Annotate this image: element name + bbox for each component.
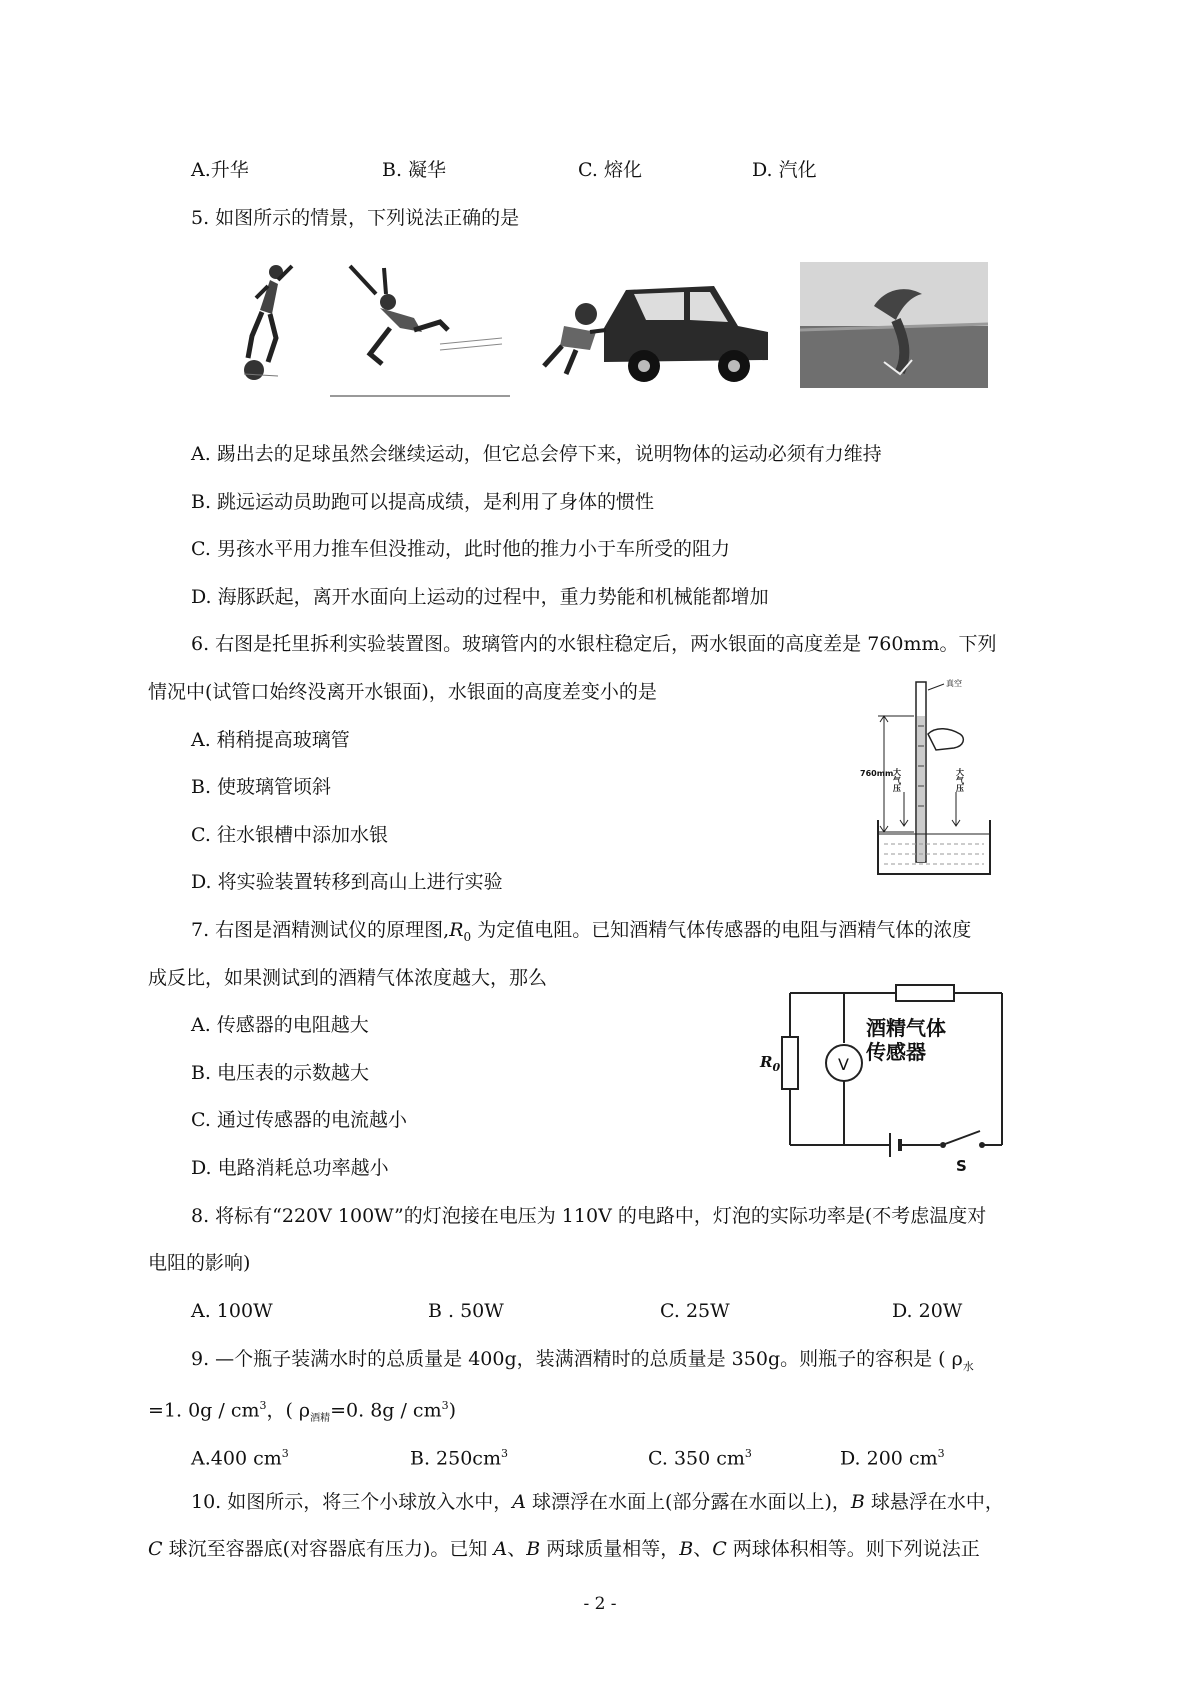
q10-line2-d: 、 [693, 1538, 713, 1560]
q9-stem-line2 [148, 1393, 456, 1432]
q7-stem-line2: 成反比，如果测试到的酒精气体浓度越大，那么 [148, 967, 548, 989]
ball-a-label: A [493, 1538, 508, 1560]
q10-stem-line1 [191, 1489, 1004, 1515]
cube-superscript: 3 [281, 1447, 289, 1460]
switch-label: S [956, 1157, 967, 1175]
sensor-label-line1: 酒精气体 [866, 1016, 946, 1040]
q6-stem-line2: 情况中(试管口始终没离开水银面)，水银面的高度差变小的是 [148, 681, 657, 703]
q5-option-a: A. 踢出去的足球虽然会继续运动，但它总会停下来，说明物体的运动必须有力维持 [191, 443, 882, 465]
q7-option-c: C. 通过传感器的电流越小 [191, 1109, 407, 1131]
dolphin-jump-image [800, 262, 988, 388]
atmospheric-pressure-label-left: 大气压 [892, 768, 902, 792]
q10-line2-e: 两球体积相等。则下列说法正 [726, 1538, 980, 1560]
q6-option-a: A. 稍稍提高玻璃管 [191, 729, 350, 751]
q8-stem-line2: 电阻的影响) [148, 1252, 251, 1274]
vacuum-label: 真空 [946, 679, 962, 688]
soccer-kick-image [238, 258, 298, 386]
boy-pushing-car-image [534, 270, 774, 386]
voltmeter-label: V [838, 1055, 849, 1074]
torricelli-apparatus-figure [860, 676, 1000, 882]
r0-symbol: R [449, 919, 464, 941]
q9-stem-line1 [191, 1346, 974, 1380]
q10-line1-a: 10. 如图所示，将三个小球放入水中， [191, 1491, 513, 1513]
cube-superscript: 3 [259, 1399, 267, 1412]
q7-option-a: A. 传感器的电阻越大 [191, 1014, 369, 1036]
q9-option-b-text: B. 250cm [410, 1447, 501, 1470]
q8-stem-line1: 8. 将标有“220V 100W”的灯泡接在电压为 110V 的电路中，灯泡的实际功率是(不考虑温度对 [191, 1205, 987, 1227]
ball-a-label: A [512, 1491, 526, 1513]
alcohol-sensor-resistor [896, 985, 954, 1001]
q10-line1-b: 球漂浮在水面上(部分露在水面以上)， [526, 1491, 851, 1513]
long-jump-image [330, 258, 510, 398]
q10-line1-c: 球悬浮在水中， [864, 1491, 1004, 1513]
switch-lever [945, 1131, 980, 1144]
rho-water-value: =1. 0g / cm [148, 1399, 260, 1422]
r0-subscript: 0 [463, 929, 472, 944]
q9-option-c [648, 1441, 752, 1471]
q6-option-d: D. 将实验装置转移到高山上进行实验 [191, 871, 503, 893]
ball-b-label: B [526, 1538, 541, 1560]
r0-figure-label: R [760, 1053, 773, 1071]
q9-close-paren: ) [448, 1399, 457, 1422]
q4-option-b: B. 凝华 [382, 159, 447, 181]
q5-option-d: D. 海豚跃起，离开水面向上运动的过程中，重力势能和机械能都增加 [191, 586, 769, 608]
r0-figure-subscript: 0 [772, 1061, 781, 1074]
q9-option-b [410, 1441, 508, 1471]
svg-text:R0 [759, 1053, 780, 1074]
q5-stem: 5. 如图所示的情景，下列说法正确的是 [191, 207, 520, 229]
q4-option-d: D. 汽化 [752, 159, 817, 181]
rho-alcohol-subscript: 酒精 [310, 1413, 331, 1425]
cube-superscript: 3 [441, 1399, 449, 1412]
q10-line2-a: 球沉至容器底(对容器底有压力)。已知 [162, 1538, 494, 1560]
q6-option-b: B. 使玻璃管顷斜 [191, 776, 332, 798]
q7-stem-line1 [191, 917, 971, 950]
q7-option-d: D. 电路消耗总功率越小 [191, 1157, 389, 1179]
q9-option-d-text: D. 200 cm [840, 1447, 938, 1470]
atmospheric-pressure-label-right: 大气压 [955, 768, 965, 792]
ball-b-label: B [850, 1491, 865, 1513]
cube-superscript: 3 [937, 1447, 945, 1460]
q8-option-a: A. 100W [191, 1300, 273, 1322]
q10-stem-line2 [148, 1536, 980, 1562]
q8-option-d: D. 20W [892, 1300, 963, 1322]
q8-option-b: B . 50W [428, 1300, 504, 1322]
q10-line2-b: 、 [507, 1538, 527, 1560]
sensor-label-line2: 传感器 [866, 1040, 926, 1064]
q9-option-c-text: C. 350 cm [648, 1447, 745, 1470]
q4-option-c: C. 熔化 [578, 159, 642, 181]
q4-option-a: A.升华 [191, 159, 249, 181]
r0-resistor [782, 1037, 798, 1089]
cube-superscript: 3 [500, 1447, 508, 1460]
q9-stem-text: 9. —个瓶子装满水时的总质量是 400g，装满酒精时的总质量是 350g。则瓶子的容积是 ( ρ [191, 1348, 963, 1370]
ball-c-label: C [148, 1538, 163, 1560]
rho-alcohol-value: =0. 8g / cm [330, 1399, 442, 1422]
cube-superscript: 3 [744, 1447, 752, 1460]
q5-option-b: B. 跳远运动员助跑可以提高成绩，是利用了身体的惯性 [191, 491, 655, 513]
q9-option-a-text: A.400 cm [191, 1447, 282, 1470]
q9-option-a [191, 1441, 289, 1471]
q10-line2-c: 两球质量相等， [540, 1538, 680, 1560]
q6-stem-line1: 6. 右图是托里拆利实验装置图。玻璃管内的水银柱稳定后，两水银面的高度差是 760mm。下列 [191, 633, 997, 655]
q8-option-c: C. 25W [660, 1300, 730, 1322]
alcohol-tester-circuit-figure [760, 975, 1010, 1175]
q7-stem-part1: 7. 右图是酒精测试仪的原理图, [191, 919, 450, 941]
ball-c-label: C [712, 1538, 727, 1560]
q6-option-c: C. 往水银槽中添加水银 [191, 824, 388, 846]
page-number: - 2 - [583, 1594, 617, 1614]
height-760mm-label: 760mm [860, 769, 894, 778]
rho-water-subscript: 水 [962, 1359, 974, 1373]
rho-alcohol-prefix: ，( ρ [266, 1399, 311, 1422]
q7-stem-part2: 为定值电阻。已知酒精气体传感器的电阻与酒精气体的浓度 [471, 919, 972, 941]
q9-option-d [840, 1441, 945, 1471]
ball-b-label: B [679, 1538, 694, 1560]
q5-option-c: C. 男孩水平用力推车但没推动，此时他的推力小于车所受的阻力 [191, 538, 730, 560]
q7-option-b: B. 电压表的示数越大 [191, 1062, 370, 1084]
